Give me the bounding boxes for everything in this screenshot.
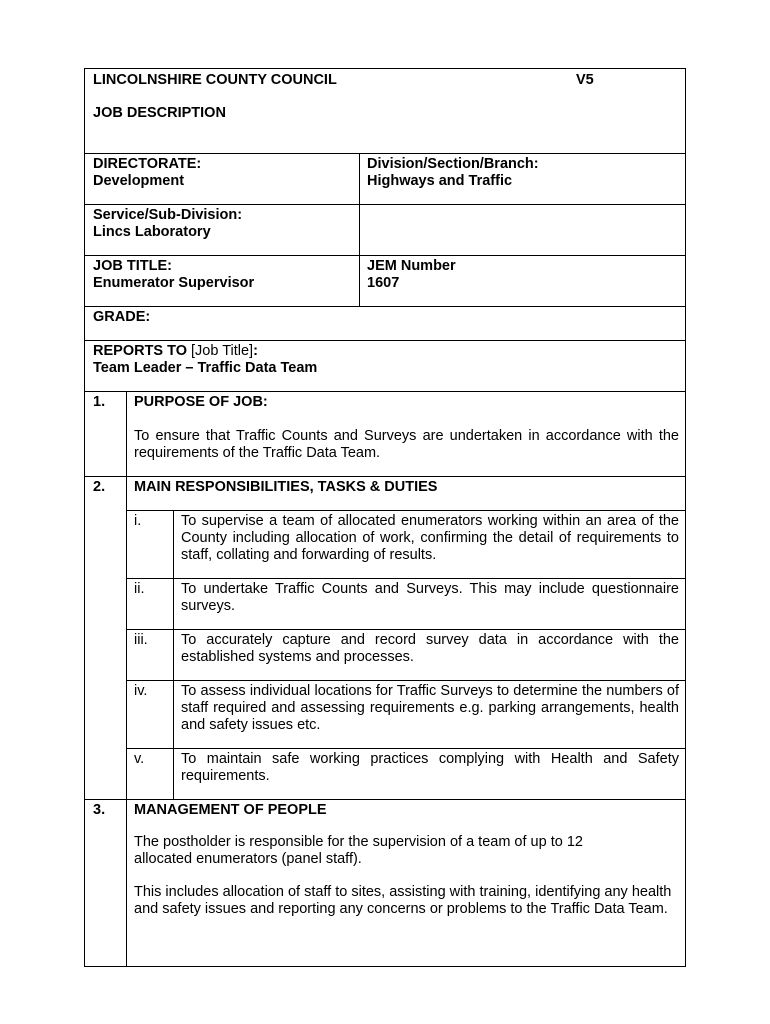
row-divider	[85, 153, 685, 154]
division-label: Division/Section/Branch:	[367, 156, 539, 172]
jem-cell	[367, 258, 677, 292]
row-divider	[126, 629, 685, 630]
row-divider	[126, 578, 685, 579]
row-divider	[85, 799, 685, 800]
item-number: v.	[134, 751, 145, 767]
item-text: To maintain safe working practices complying with Health and Safety requirements.	[181, 751, 679, 784]
section-3-para-1: The postholder is responsible for the supervision of a team of up to 12 allocated enumerators (panel staff).	[134, 834, 583, 867]
item-number: i.	[134, 513, 142, 529]
item-text: To assess individual locations for Traffic Surveys to determine the numbers of staff required and assessing requirements e.g. parking arrangements, health and safety issues etc.	[181, 683, 679, 733]
row-divider	[126, 510, 685, 511]
section-1-text: To ensure that Traffic Counts and Surveys are undertaken in accordance with the requirements of the Traffic Data Team.	[134, 428, 679, 461]
reports-to-cell	[93, 343, 593, 377]
row-divider	[85, 340, 685, 341]
section-2-number: 2.	[93, 479, 106, 495]
service-label: Service/Sub-Division:	[93, 207, 243, 223]
section-3-para-2: This includes allocation of staff to sites, assisting with training, identifying any health and safety issues and reporting any concerns or problems to the Traffic Data Team.	[134, 884, 672, 917]
section-1-heading: PURPOSE OF JOB:	[134, 394, 268, 410]
row-divider	[85, 255, 685, 256]
job-description-table	[84, 68, 686, 967]
grade-label: GRADE:	[93, 309, 151, 325]
item-text: To supervise a team of allocated enumerators working within an area of the County including allocation of work, confirming the detail of requirements to staff, collating and forwarding of results.	[181, 513, 679, 563]
service-value: Lincs Laboratory	[93, 224, 211, 240]
row-divider	[126, 748, 685, 749]
section-3-number: 3.	[93, 802, 106, 818]
reports-to-value: Team Leader – Traffic Data Team	[93, 360, 318, 376]
item-number: ii.	[134, 581, 145, 597]
section-2-heading: MAIN RESPONSIBILITIES, TASKS & DUTIES	[134, 479, 438, 495]
item-number: iii.	[134, 632, 148, 648]
row-divider	[85, 204, 685, 205]
reports-to-sub: [Job Title]	[187, 343, 254, 359]
reports-to-label: REPORTS TO	[93, 343, 187, 359]
item-text: To accurately capture and record survey data in accordance with the established systems and processes.	[181, 632, 679, 665]
jem-label: JEM Number	[367, 258, 456, 274]
job-title-value: Enumerator Supervisor	[93, 275, 255, 291]
item-text: To undertake Traffic Counts and Surveys. This may include questionnaire surveys.	[181, 581, 679, 614]
item-column-divider	[173, 510, 174, 799]
row-divider	[85, 391, 685, 392]
row-divider	[126, 680, 685, 681]
document-title: JOB DESCRIPTION	[93, 105, 226, 121]
version-label: V5	[576, 72, 594, 88]
directorate-cell	[93, 156, 353, 190]
jem-value: 1607	[367, 275, 400, 291]
directorate-label: DIRECTORATE:	[93, 156, 202, 172]
division-value: Highways and Traffic	[367, 173, 513, 189]
row-divider	[85, 476, 685, 477]
reports-to-colon: :	[253, 343, 258, 359]
section-1-number: 1.	[93, 394, 106, 410]
job-title-cell	[93, 258, 353, 292]
division-cell	[367, 156, 677, 190]
column-divider	[359, 153, 360, 306]
section-3-heading: MANAGEMENT OF PEOPLE	[134, 802, 327, 818]
job-title-label: JOB TITLE:	[93, 258, 172, 274]
directorate-value: Development	[93, 173, 185, 189]
council-name: LINCOLNSHIRE COUNTY COUNCIL	[93, 72, 337, 88]
item-number: iv.	[134, 683, 148, 699]
row-divider	[85, 306, 685, 307]
service-cell	[93, 207, 353, 241]
number-column-divider	[126, 391, 127, 966]
